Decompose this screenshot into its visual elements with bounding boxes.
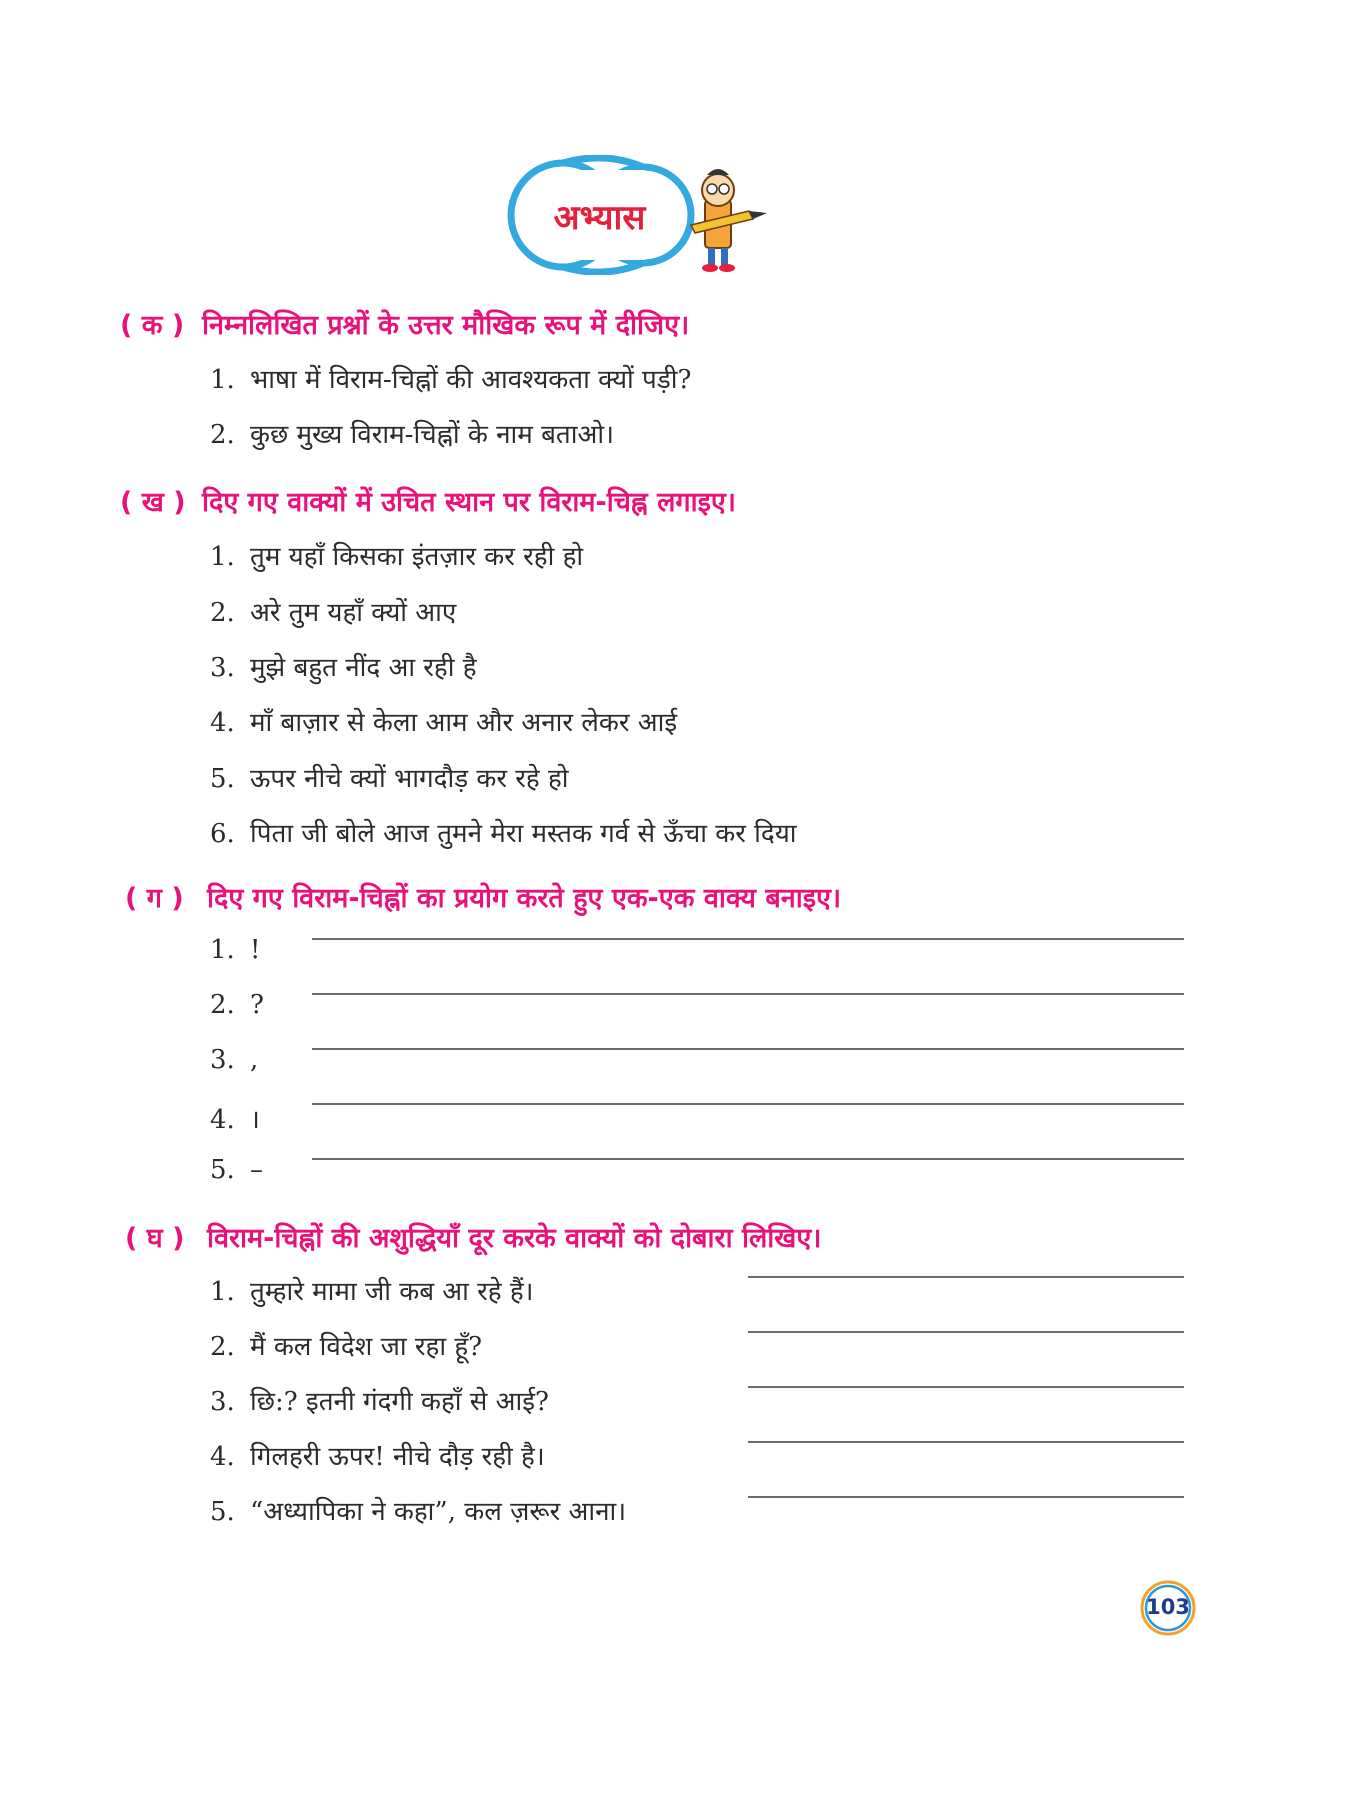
- answer-line[interactable]: [312, 1103, 1184, 1105]
- item-number: 2.: [210, 1332, 235, 1362]
- item-number: 5.: [210, 1497, 235, 1527]
- section-instruction: दिए गए वाक्यों में उचित स्थान पर विराम-चिह्न लगाइए।: [202, 487, 736, 518]
- list-item: [210, 990, 264, 1020]
- list-item: [210, 935, 260, 965]
- section-letter: ( क ): [120, 310, 185, 341]
- answer-line[interactable]: [748, 1331, 1184, 1333]
- section-heading: [120, 305, 689, 342]
- list-item: [210, 593, 456, 629]
- item-number: 5.: [210, 764, 235, 794]
- section-letter: ( ग ): [125, 883, 184, 914]
- item-text: पिता जी बोले आज तुमने मेरा मस्तक गर्व से ऊँचा कर दिया: [250, 819, 797, 849]
- list-item: [210, 1492, 626, 1528]
- list-item: [210, 1272, 534, 1308]
- answer-line[interactable]: [312, 993, 1184, 995]
- list-item: [210, 360, 691, 396]
- item-text: माँ बाज़ार से केला आम और अनार लेकर आई: [250, 708, 678, 738]
- item-number: 3.: [210, 1045, 235, 1075]
- answer-line[interactable]: [748, 1441, 1184, 1443]
- answer-line[interactable]: [312, 938, 1184, 940]
- list-item: [210, 1437, 545, 1473]
- item-text: गिलहरी ऊपर! नीचे दौड़ रही है।: [250, 1442, 545, 1472]
- list-item: [210, 814, 797, 850]
- list-item: [210, 648, 477, 684]
- list-item: [210, 415, 614, 451]
- item-text: तुम यहाँ किसका इंतज़ार कर रही हो: [250, 542, 584, 572]
- page-number: 103: [1146, 1595, 1190, 1619]
- answer-line[interactable]: [748, 1496, 1184, 1498]
- item-number: 4.: [210, 1105, 235, 1135]
- list-item: [210, 1100, 260, 1136]
- section-instruction: दिए गए विराम-चिह्नों का प्रयोग करते हुए एक-एक वाक्य बनाइए।: [207, 883, 842, 914]
- section-instruction: निम्नलिखित प्रश्नों के उत्तर मौखिक रूप में दीजिए।: [202, 310, 690, 341]
- item-text: मुझे बहुत नींद आ रही है: [250, 653, 477, 683]
- list-item: [210, 537, 583, 573]
- item-number: 1.: [210, 365, 235, 395]
- item-number: 2.: [210, 990, 235, 1020]
- answer-line[interactable]: [748, 1276, 1184, 1278]
- item-number: 4.: [210, 1442, 235, 1472]
- section-heading: [125, 1218, 822, 1255]
- item-number: 5.: [210, 1155, 235, 1185]
- item-number: 3.: [210, 653, 235, 683]
- item-number: 1.: [210, 542, 235, 572]
- item-number: 3.: [210, 1387, 235, 1417]
- pencil-mascot-icon: [691, 169, 767, 272]
- exercise-title: अभ्यास: [553, 198, 646, 238]
- item-text: ।: [250, 1105, 260, 1135]
- answer-line[interactable]: [748, 1386, 1184, 1388]
- section-instruction: विराम-चिह्नों की अशुद्धियाँ दूर करके वाक्यों को दोबारा लिखिए।: [207, 1223, 822, 1254]
- item-text: कुछ मुख्य विराम-चिह्नों के नाम बताओ।: [250, 420, 614, 450]
- item-text: छि:? इतनी गंदगी कहाँ से आई?: [250, 1387, 549, 1417]
- item-text: ऊपर नीचे क्यों भागदौड़ कर रहे हो: [250, 764, 569, 794]
- item-number: 1.: [210, 1277, 235, 1307]
- exercise-header: [505, 155, 785, 275]
- item-number: 2.: [210, 420, 235, 450]
- list-item: [210, 703, 677, 739]
- answer-line[interactable]: [312, 1048, 1184, 1050]
- item-number: 6.: [210, 819, 235, 849]
- list-item: [210, 759, 568, 795]
- item-text: !: [250, 935, 261, 965]
- item-text: अरे तुम यहाँ क्यों आए: [250, 598, 457, 628]
- list-item: [210, 1045, 258, 1075]
- item-number: 4.: [210, 708, 235, 738]
- item-text: “अध्यापिका ने कहा”, कल ज़रूर आना।: [250, 1497, 627, 1527]
- list-item: [210, 1155, 263, 1185]
- section-letter: ( घ ): [125, 1223, 185, 1254]
- section-heading: [125, 878, 841, 915]
- item-text: ,: [250, 1045, 259, 1075]
- item-text: तुम्हारे मामा जी कब आ रहे हैं।: [250, 1277, 534, 1307]
- list-item: [210, 1327, 482, 1363]
- answer-line[interactable]: [312, 1158, 1184, 1160]
- item-number: 2.: [210, 598, 235, 628]
- item-text: मैं कल विदेश जा रहा हूँ?: [250, 1332, 483, 1362]
- item-text: ?: [250, 990, 264, 1020]
- item-text: –: [250, 1155, 263, 1185]
- section-letter: ( ख ): [120, 487, 186, 518]
- item-text: भाषा में विराम-चिह्नों की आवश्यकता क्यों पड़ी?: [250, 365, 692, 395]
- page-number-badge: [1138, 1578, 1198, 1638]
- section-heading: [120, 482, 736, 519]
- list-item: [210, 1382, 549, 1418]
- item-number: 1.: [210, 935, 235, 965]
